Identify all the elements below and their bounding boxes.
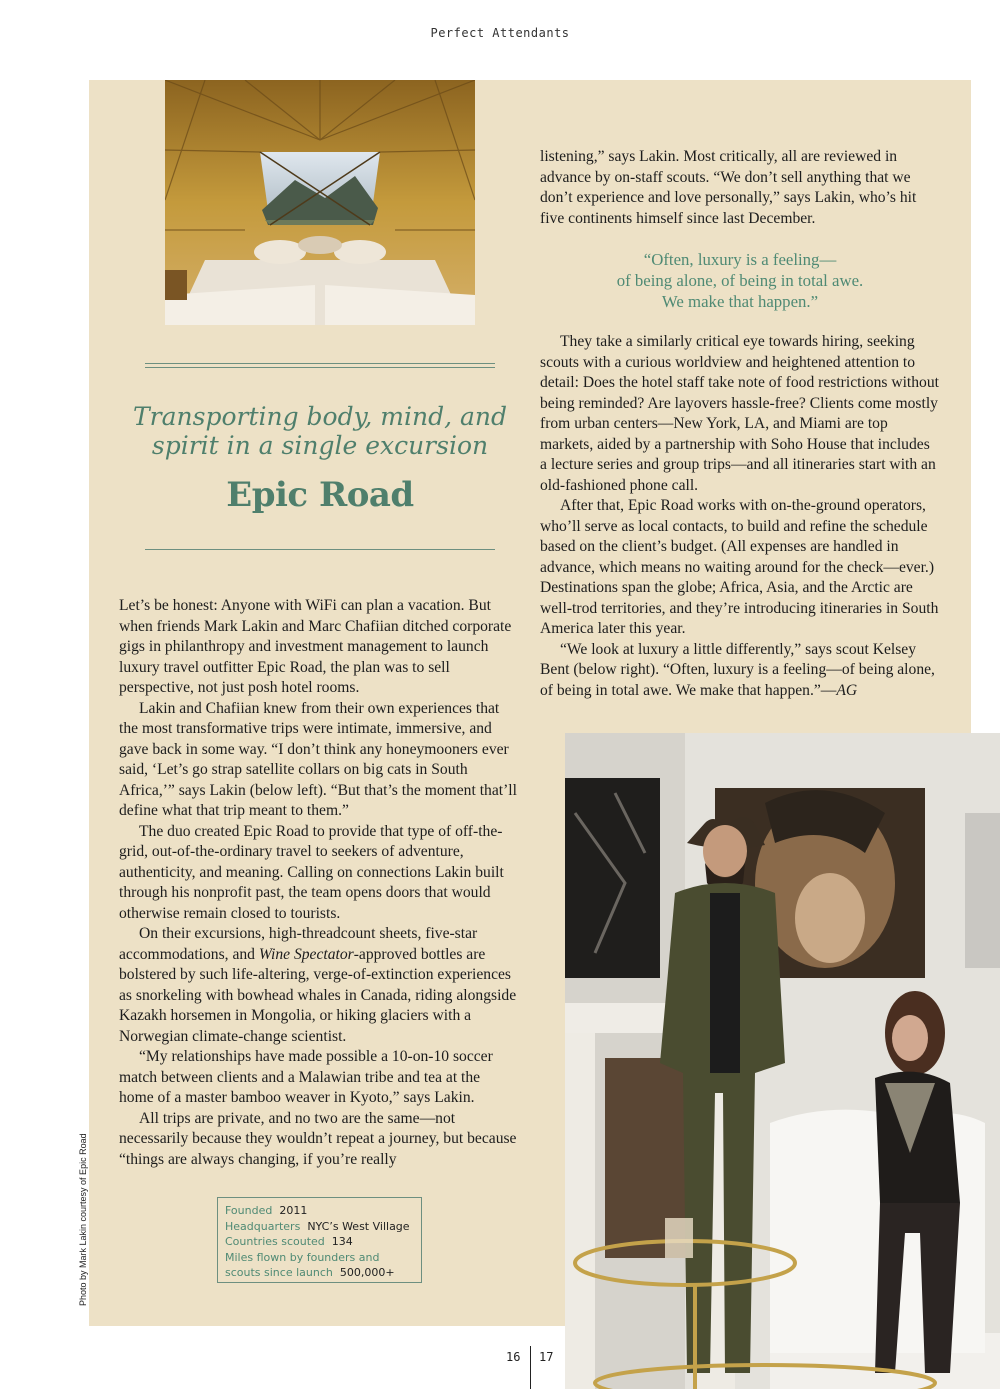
- folio-divider: [530, 1346, 531, 1389]
- paragraph: Lakin and Chafiian knew from their own experiences that the most transformative trips were intimate, immersive, and gave back in some way. “I don’t think any honeymooners ever said, ‘Let’s go strap satellite collars on big cats in South Africa,’” says Lakin (below left). “But that’s the moment that’ll define what that trip meant to them.”: [119, 699, 517, 819]
- paragraph: All trips are private, and no two are the same—not necessarily because they wouldn’t repeat a journey, but because “things are always changing, if you’re really: [119, 1109, 517, 1168]
- article-body-right: [540, 147, 940, 701]
- publication-name: Wine Spectator: [258, 945, 354, 963]
- headline-rule-top: [145, 363, 495, 368]
- brand-title: Epic Road: [226, 475, 414, 515]
- paragraph: On their excursions, high-threadcount sheets, five-star accommodations, and Wine Spectator-approved bottles are bolstered by such life-altering, verge-of-extinction experiences as snorkeling with bowhead whales in Canada, riding alongside Kazakh horsemen in Mongolia, or hiking glaciers with a Norwegian climate-change scientist.: [119, 925, 517, 1045]
- kicker-headline: Transporting body, mind, and spirit in a single excursion: [132, 402, 508, 460]
- yurt-interior-photo: [165, 80, 475, 325]
- paragraph: listening,” says Lakin. Most critically, all are reviewed in advance by on-staff scouts. “We don’t sell anything that we don’t experience and love personally,” says Lakin, who’s hit five continents himself since last December.: [540, 148, 917, 227]
- fact-row: Miles flown by founders and scouts since launch 500,000+: [225, 1250, 395, 1279]
- folio-right: 17: [539, 1350, 554, 1364]
- photo-credit: Photo by Mark Lakin courtesy of Epic Road: [78, 1133, 88, 1306]
- pull-quote: [540, 249, 940, 312]
- paragraph: They take a similarly critical eye towards hiring, seeking scouts with a curious worldview and heightened attention to detail: Does the hotel staff take note of food restrictions without being reminded? Are layovers hassle-free? Clients come mostly from urban centers—New York, LA, and Miami are top markets, aided by a partnership with Soho House that includes a lecture series and group trips—and all itineraries start with an old-fashioned phone call.: [540, 333, 939, 494]
- paragraph: “We look at luxury a little differently,” says scout Kelsey Bent (below right). “Often, luxury is a feeling—of being alone, of being in total awe. We make that happen.”—AG: [540, 640, 935, 699]
- paragraph: “My relationships have made possible a 10-on-10 soccer match between clients and a Malawian tribe and tea at the home of a master bamboo weaver in Kyoto,” says Lakin.: [119, 1048, 493, 1106]
- fact-row: Headquarters NYC’s West Village: [225, 1219, 410, 1233]
- author-initials: AG: [836, 681, 858, 699]
- paragraph: After that, Epic Road works with on-the-ground operators, who’ll serve as local contacts, to build and refine the schedule based on the client’s budget. (All expenses are handled in advance, which means no waiting around for the check—ever.) Destinations span the globe; Africa, Asia, and the Arctic are well-trod territories, and they’re introducing itineraries in South America later this year.: [540, 497, 939, 637]
- pull-quote-line: “Often, luxury is a feeling—: [643, 250, 837, 269]
- fact-box: [217, 1197, 422, 1283]
- paragraph: The duo created Epic Road to provide that type of off-the-grid, out-of-the-ordinary travel to seekers of adventure, authenticity, and meaning. Calling on connections Lakin built through his nonprofit past, the team opens doors that would otherwise remain closed to tourists.: [119, 822, 504, 922]
- pull-quote-line: We make that happen.”: [661, 292, 819, 311]
- paragraph: Let’s be honest: Anyone with WiFi can plan a vacation. But when friends Mark Lakin and Marc Chafiian ditched corporate gigs in philanthropy and investment management to launch luxury travel outfitter Epic Road, the plan was to sell perspective, not just posh hotel rooms.: [119, 597, 512, 696]
- folio-left: 16: [506, 1350, 521, 1364]
- running-head: Perfect Attendants: [430, 26, 570, 40]
- article-body-left: [119, 596, 517, 1170]
- fact-row: Founded 2011: [225, 1204, 308, 1217]
- headline-rule-bottom: [145, 549, 495, 550]
- fact-row: Countries scouted 134: [225, 1235, 353, 1248]
- pull-quote-line: of being alone, of being in total awe.: [616, 271, 864, 290]
- founders-photo: [565, 733, 1000, 1389]
